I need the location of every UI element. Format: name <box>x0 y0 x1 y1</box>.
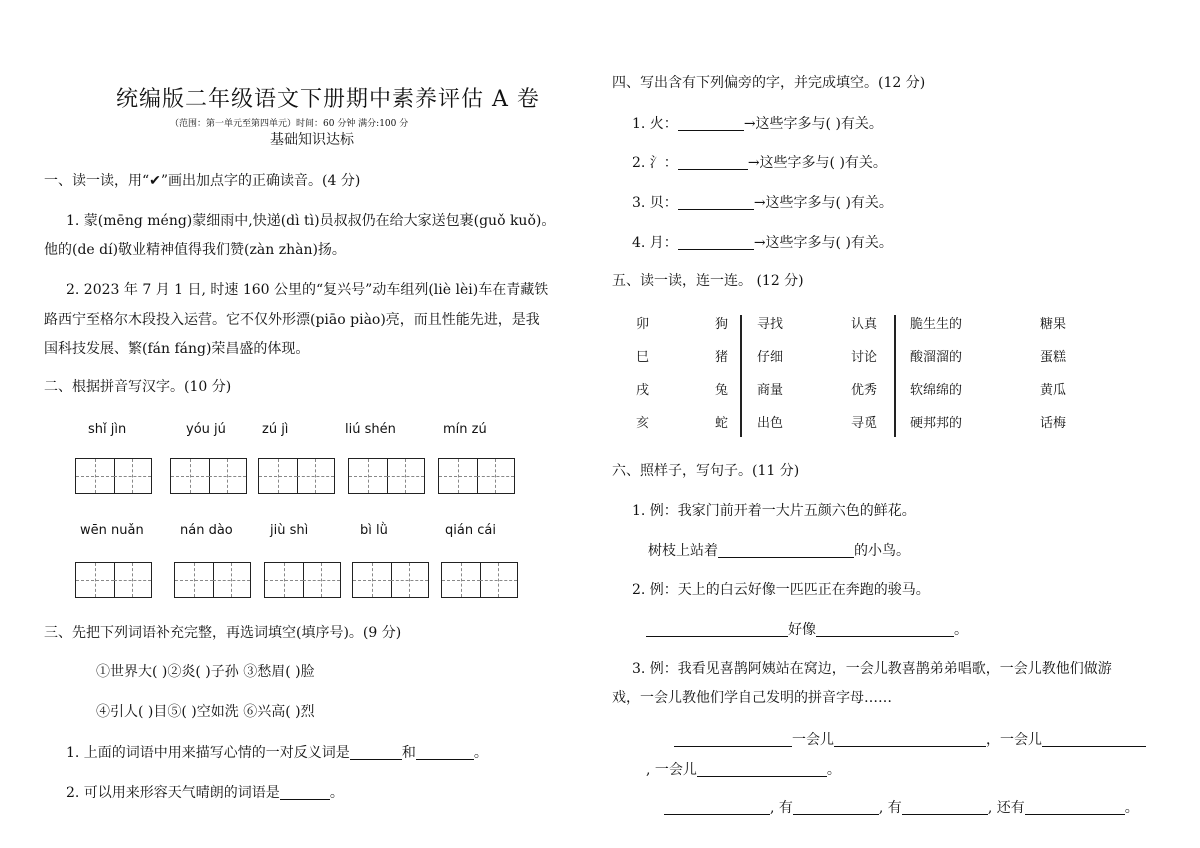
answer-blank[interactable] <box>718 543 854 558</box>
answer-blank[interactable] <box>678 195 754 210</box>
match-item[interactable]: 仔细 <box>757 350 784 365</box>
column-divider <box>740 315 742 437</box>
radical-prompt: →这些字多与( )有关。 <box>743 116 883 132</box>
answer-blank[interactable] <box>350 745 402 760</box>
pinyin-label: liú shén <box>345 422 396 437</box>
answer-blank[interactable] <box>416 745 474 760</box>
pinyin-label: mín zú <box>443 422 487 437</box>
s6-ex3-yihuier: 一会儿 <box>792 732 834 748</box>
s6-ex1-prefix: 树枝上站着 <box>648 543 718 559</box>
section-5-heading: 五、读一读，连一连。 (12 分) <box>612 273 804 289</box>
radical-item <box>632 235 893 250</box>
match-item[interactable]: 卯 <box>636 317 650 332</box>
s6-answer-2 <box>646 622 968 637</box>
s6-answer-3-line-1 <box>674 732 1146 747</box>
match-item[interactable]: 寻觅 <box>851 416 878 431</box>
answer-blank[interactable] <box>1025 800 1125 815</box>
radical-item <box>632 116 883 131</box>
pinyin-label: shǐ jìn <box>88 422 127 437</box>
section-4-heading: 四、写出含有下列偏旁的字，并完成填空。(12 分) <box>612 75 926 91</box>
s6-answer-4 <box>664 800 1139 815</box>
period: 。 <box>826 762 841 778</box>
section-6-heading: 六、照样子，写句子。(11 分) <box>612 463 800 479</box>
s3-question-1 <box>66 745 488 760</box>
s3-question-2 <box>66 785 344 800</box>
writing-grid[interactable] <box>258 458 335 494</box>
exam-scope-note: （范围：第一单元至第四单元）时间：60 分钟 满分:100 分 <box>170 119 409 129</box>
match-item[interactable]: 出色 <box>757 416 784 431</box>
writing-grid[interactable] <box>348 458 425 494</box>
section-2-heading: 二、根据拼音写汉字。(10 分) <box>44 379 232 395</box>
s6-example-2: 2. 例：天上的白云好像一匹匹正在奔跑的骏马。 <box>632 582 930 598</box>
writing-grid[interactable] <box>75 562 152 598</box>
s3-q1-text: 1. 上面的词语中用来描写心情的一对反义词是 <box>66 745 350 761</box>
match-item[interactable]: 脆生生的 <box>910 317 963 332</box>
writing-grid[interactable] <box>438 458 515 494</box>
idiom-line-2: ④引人( )目⑤( )空如洗 ⑥兴高( )烈 <box>96 704 315 720</box>
answer-blank[interactable] <box>678 235 754 250</box>
match-item[interactable]: 亥 <box>636 416 650 431</box>
match-item[interactable]: 巳 <box>636 350 650 365</box>
pinyin-label: zú jì <box>262 422 289 437</box>
match-item[interactable]: 寻找 <box>757 317 784 332</box>
writing-grid[interactable] <box>170 458 247 494</box>
writing-grid[interactable] <box>75 458 152 494</box>
radical-label: 2. 氵： <box>632 155 678 171</box>
s3-q1-and: 和 <box>401 745 416 761</box>
pinyin-label: bì lǜ <box>360 523 388 538</box>
match-item[interactable]: 戌 <box>636 383 650 398</box>
answer-blank[interactable] <box>678 155 748 170</box>
match-item[interactable]: 兔 <box>715 383 729 398</box>
s6-ex2-mid: 好像 <box>788 622 816 638</box>
idiom-line-1: ①世界大( )②炎( )子孙 ③愁眉( )脸 <box>96 664 315 680</box>
s6-ex4-haiyou: , 还有 <box>987 800 1025 816</box>
match-item[interactable]: 猪 <box>715 350 729 365</box>
s1-passage-2-line-2: 路西宁至格尔木段投入运营。它不仅外形漂(piāo piào)亮，而且性能先进，是我 <box>44 312 540 328</box>
section-subtitle: 基础知识达标 <box>270 132 354 148</box>
pinyin-label: jiù shì <box>270 523 309 538</box>
answer-blank[interactable] <box>664 800 770 815</box>
answer-blank[interactable] <box>902 800 988 815</box>
answer-blank[interactable] <box>816 622 954 637</box>
writing-grid[interactable] <box>264 562 341 598</box>
s1-passage-2-line-1: 2. 2023 年 7 月 1 日, 时速 160 公里的“复兴号”动车组列(liè lèi)车在青藏铁 <box>66 282 549 298</box>
match-item[interactable]: 黄瓜 <box>1040 383 1067 398</box>
pinyin-label: qián cái <box>445 523 496 538</box>
match-item[interactable]: 蛋糕 <box>1040 350 1067 365</box>
radical-item <box>632 155 887 170</box>
match-item[interactable]: 话梅 <box>1040 416 1067 431</box>
period: 。 <box>954 622 968 638</box>
answer-blank[interactable] <box>1042 732 1146 747</box>
radical-label: 4. 月： <box>632 235 678 251</box>
match-item[interactable]: 商量 <box>757 383 784 398</box>
s6-ex4-you: , 有 <box>878 800 902 816</box>
match-item[interactable]: 讨论 <box>851 350 878 365</box>
s6-ex4-you: , 有 <box>770 800 793 816</box>
answer-blank[interactable] <box>678 116 744 131</box>
answer-blank[interactable] <box>280 785 330 800</box>
pinyin-label: nán dào <box>180 523 233 538</box>
s6-ex1-suffix: 的小鸟。 <box>854 543 910 559</box>
writing-grid[interactable] <box>174 562 251 598</box>
writing-grid[interactable] <box>441 562 518 598</box>
s1-passage-2-line-3: 国科技发展、繁(fán fáng)荣昌盛的体现。 <box>44 341 310 357</box>
s6-example-3-line-2: 戏，一会儿教他们学自己发明的拼音字母…… <box>612 690 892 706</box>
s1-passage-1-line-1: 1. 蒙(mēng méng)蒙细雨中,快递(dì tì)员叔叔仍在给大家送包裹(guǒ kuǒ)。 <box>66 213 556 229</box>
match-item[interactable]: 优秀 <box>851 383 878 398</box>
s6-example-1: 1. 例：我家门前开着一大片五颜六色的鲜花。 <box>632 503 916 519</box>
radical-prompt: →这些字多与( )有关。 <box>753 195 893 211</box>
match-item[interactable]: 硬邦邦的 <box>910 416 963 431</box>
s6-ex3-yihuier: ，一会儿 <box>986 732 1042 748</box>
s6-example-3-line-1: 3. 例：我看见喜鹊阿姨站在窝边，一会儿教喜鹊弟弟唱歌，一会儿教他们做游 <box>632 661 1112 677</box>
answer-blank[interactable] <box>793 800 879 815</box>
radical-label: 3. 贝： <box>632 195 678 211</box>
page-title: 统编版二年级语文下册期中素养评估 A 卷 <box>116 87 540 112</box>
answer-blank[interactable] <box>834 732 986 747</box>
match-item[interactable]: 酸溜溜的 <box>910 350 963 365</box>
radical-prompt: →这些字多与( )有关。 <box>753 235 893 251</box>
radical-item <box>632 195 893 210</box>
radical-label: 1. 火： <box>632 116 678 132</box>
period: 。 <box>473 745 488 761</box>
pinyin-label: wēn nuǎn <box>80 523 144 538</box>
match-item[interactable]: 蛇 <box>715 416 729 431</box>
answer-blank[interactable] <box>674 732 792 747</box>
match-item[interactable]: 狗 <box>715 317 729 332</box>
s6-answer-3-line-2 <box>646 762 841 777</box>
s3-q2-text: 2. 可以用来形容天气晴朗的词语是 <box>66 785 280 801</box>
period: 。 <box>1124 800 1139 816</box>
section-1-heading: 一、读一读，用“✔”画出加点字的正确读音。(4 分) <box>44 173 361 189</box>
radical-prompt: →这些字多与( )有关。 <box>747 155 887 171</box>
section-3-heading: 三、先把下列词语补充完整，再选词填空(填序号)。(9 分) <box>44 625 402 641</box>
column-divider <box>894 315 896 437</box>
s1-passage-1-line-2: 他的(de dí)敬业精神值得我们赞(zàn zhàn)扬。 <box>44 242 346 258</box>
answer-blank[interactable] <box>646 622 788 637</box>
pinyin-label: yóu jú <box>186 422 226 437</box>
s6-answer-1 <box>648 543 910 558</box>
s6-ex3-yihuier: , 一会儿 <box>646 762 697 778</box>
period: 。 <box>329 785 344 801</box>
writing-grid[interactable] <box>352 562 429 598</box>
match-item[interactable]: 软绵绵的 <box>910 383 963 398</box>
match-item[interactable]: 糖果 <box>1040 317 1067 332</box>
match-item[interactable]: 认真 <box>851 317 878 332</box>
answer-blank[interactable] <box>697 762 827 777</box>
